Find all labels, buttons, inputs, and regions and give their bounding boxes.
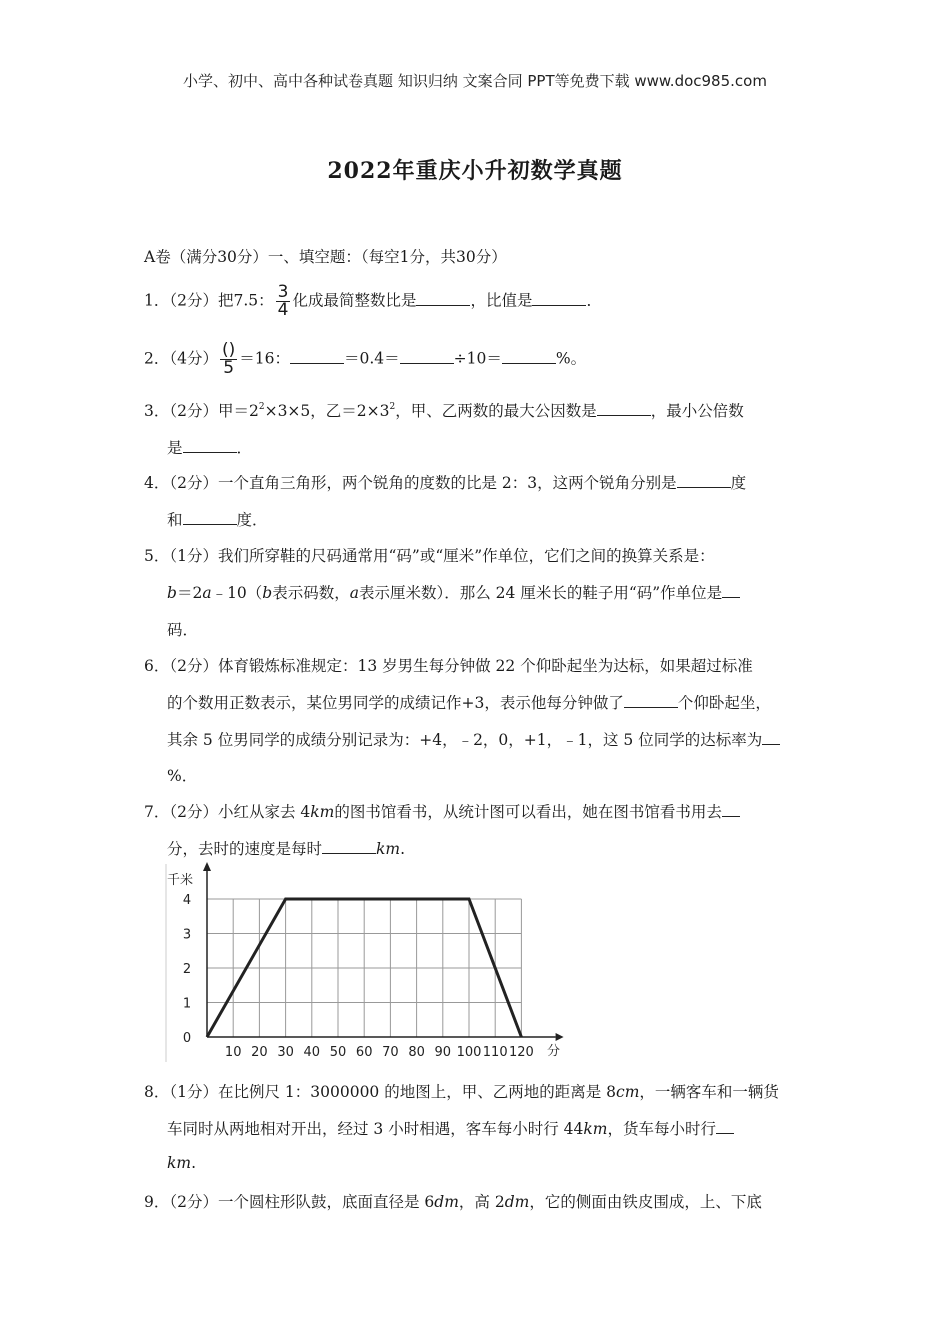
answer-blank[interactable]	[290, 349, 344, 364]
x-tick-label: 10	[224, 1045, 242, 1060]
answer-blank[interactable]	[677, 473, 731, 488]
answer-blank[interactable]	[722, 802, 740, 817]
x-tick-label: 100	[456, 1045, 482, 1060]
y-tick-label: 0	[182, 1031, 192, 1046]
page-title: 2022年重庆小升初数学真题	[327, 158, 623, 184]
answer-blank[interactable]	[502, 349, 556, 364]
x-tick-label: 70	[382, 1045, 399, 1060]
answer-blank[interactable]	[322, 839, 376, 854]
x-tick-label: 60	[355, 1045, 373, 1060]
question-7-cont: 分，去时的速度是每时 km.	[167, 840, 406, 858]
question-8: 8．（1分）在比例尺 1：3000000 的地图上，甲、乙两地的距离是 8cm，一辆客车和一辆货	[144, 1083, 779, 1101]
question-5-cont2: 码．	[167, 621, 199, 639]
answer-blank[interactable]	[400, 349, 454, 364]
fraction: $\frac{()}{5}$	[221, 340, 236, 378]
fraction: $\frac{3}{4}$	[277, 282, 289, 320]
question-8-cont: 车同时从两地相对开出，经过 3 小时相遇，客车每小时行 44km，货车每小时行	[167, 1117, 734, 1139]
question-7: 7．（2分）小红从家去 4km的图书馆看书，从统计图可以看出，她在图书馆看书用去	[144, 800, 740, 822]
answer-blank[interactable]	[183, 510, 237, 525]
distance-time-chart	[165, 862, 565, 1064]
answer-blank[interactable]	[183, 438, 237, 453]
question-5-cont: b＝2a﹣10（b表示码数，a表示厘米数）．那么 24 厘米长的鞋子用“码”作单位是	[167, 581, 740, 603]
y-tick-label: 3	[182, 927, 192, 943]
answer-blank[interactable]	[624, 693, 678, 708]
y-tick-label: 2	[182, 962, 192, 977]
x-tick-label: 90	[434, 1045, 452, 1060]
page-header: 小学、初中、高中各种试卷真题 知识归纳 文案合同 PPT等免费下载 www.doc985.com	[183, 72, 767, 90]
y-axis-label: 千米	[167, 873, 194, 888]
question-9: 9．（2分）一个圆柱形队鼓，底面直径是 6dm，高 2dm，它的侧面由铁皮围成，上、下底	[144, 1193, 762, 1211]
answer-blank[interactable]	[716, 1119, 734, 1134]
x-axis-label: 分	[547, 1044, 561, 1059]
answer-blank[interactable]	[532, 291, 586, 306]
question-4: 4．（2分）一个直角三角形，两个锐角的度数的比是 2：3，这两个锐角分别是 度	[144, 474, 747, 492]
x-axis-arrow	[556, 1033, 564, 1041]
question-6-cont: 的个数用正数表示，某位男同学的成绩记作+3，表示他每分钟做了 个仰卧起坐，	[167, 694, 771, 712]
question-2: 2．（4分） $\frac{()}{5}$ ＝16： ＝0.4＝ ÷10＝ %。	[144, 340, 587, 378]
y-axis-arrow	[203, 862, 211, 871]
chart-grid	[207, 899, 521, 1037]
question-6-cont2: 其余 5 位男同学的成绩分别记录为：+4，﹣2，0，+1，﹣1，这 5 位同学的达标率为	[167, 728, 780, 750]
question-8-cont2: km.	[167, 1154, 197, 1172]
x-tick-label: 120	[508, 1045, 534, 1060]
x-tick-label: 30	[277, 1045, 294, 1060]
x-tick-label: 50	[329, 1045, 347, 1060]
y-tick-label: 1	[182, 996, 192, 1012]
answer-blank[interactable]	[722, 583, 740, 598]
question-4-cont: 和 度．	[167, 511, 268, 529]
x-tick-label: 110	[482, 1045, 508, 1060]
question-6: 6．（2分）体育锻炼标准规定：13 岁男生每分钟做 22 个仰卧起坐为达标，如果超过标准	[144, 657, 753, 675]
answer-blank[interactable]	[416, 291, 470, 306]
question-3: 3．（2分）甲$=2^2\times 3\times 5$，乙$=2\times 3^2$，甲、乙两数的最大公因数是 ，最小公倍数	[144, 402, 744, 420]
y-tick-label: 4	[182, 893, 192, 908]
answer-blank[interactable]	[597, 401, 651, 416]
chart-ticks	[183, 893, 534, 1060]
question-6-cont3: %．	[167, 767, 198, 785]
question-1: 1．（2分）把7.5： $\frac{3}{4}$ 化成最简整数比是 ，比值是 ．	[144, 282, 602, 320]
x-tick-label: 80	[408, 1045, 425, 1060]
answer-blank[interactable]	[762, 730, 780, 745]
question-5: 5．（1分）我们所穿鞋的尺码通常用“码”或“厘米”作单位，它们之间的换算关系是：	[144, 547, 715, 565]
x-tick-label: 20	[251, 1045, 268, 1060]
x-tick-label: 40	[303, 1045, 321, 1060]
section-heading: A卷（满分30分）一、填空题：（每空1分，共30分）	[144, 248, 507, 266]
question-3-cont: 是 ．	[167, 439, 253, 457]
